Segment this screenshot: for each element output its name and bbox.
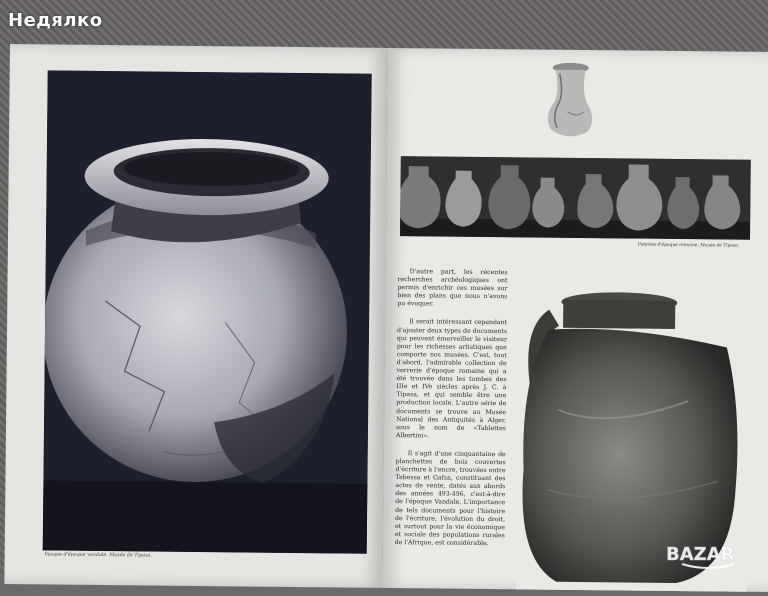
seller-watermark: Недялко: [8, 10, 103, 31]
open-book: [4, 44, 768, 592]
pottery-row-illustration: [400, 156, 751, 240]
paragraph: D'autre part, les récentes recherches archéologiques ont permis d'enrichir ces musées sur bien des plans que nous n'avons pu évoquer.: [397, 268, 508, 308]
paragraph: Il serait intéressant cependant d'ajouter deux types de documents qui peuvent émerveiller le visiteur pour les richesses artistiques que comporte nos musées. C'est, tout d'abord, l'admirable collection de verrerie d'époque romaine qui a été trouvée dans les tombes des IIIe et IVe siècles après J. C. à Tipasa, et qui semble être une production locale. L'autre série de documents se trouve au Musée National des Antiquités à Alger, sous le nom de «Tablettes Albertini».: [395, 318, 508, 440]
left-page: [4, 44, 388, 588]
paragraph: Il s'agit d'une cinquantaine de planchettes de bois couvertes d'écriture à l'encre, trouvées entre Tebessa et Gafsa, constituant des actes de vente, datés aux abords des années 493-496, c'est-à-dire de l'époque Vandale. L'importance de tels documents pour l'histoire de l'écriture, l'évolution du droit, et surtout pour la vie économique et sociale des populations rurales de l'Afrique, est considérable.: [394, 450, 506, 547]
left-photo-caption: Vasque d'époque vandale. Musée de Tipasa.: [44, 552, 152, 559]
glass-vase-photo: [537, 62, 608, 141]
svg-text:BAZAR: BAZAR: [666, 544, 735, 565]
bazar-logo-icon: [662, 538, 754, 572]
right-page: [382, 48, 768, 592]
vase-illustration: [43, 70, 372, 553]
strip-photo-caption: Poteries d'époque romaine. Musée de Tipasa.: [637, 242, 740, 249]
glass-vase-illustration: [537, 62, 608, 141]
pottery-row-photo: [400, 156, 751, 240]
body-text-column: [395, 268, 508, 558]
vase-photo: [43, 70, 372, 553]
